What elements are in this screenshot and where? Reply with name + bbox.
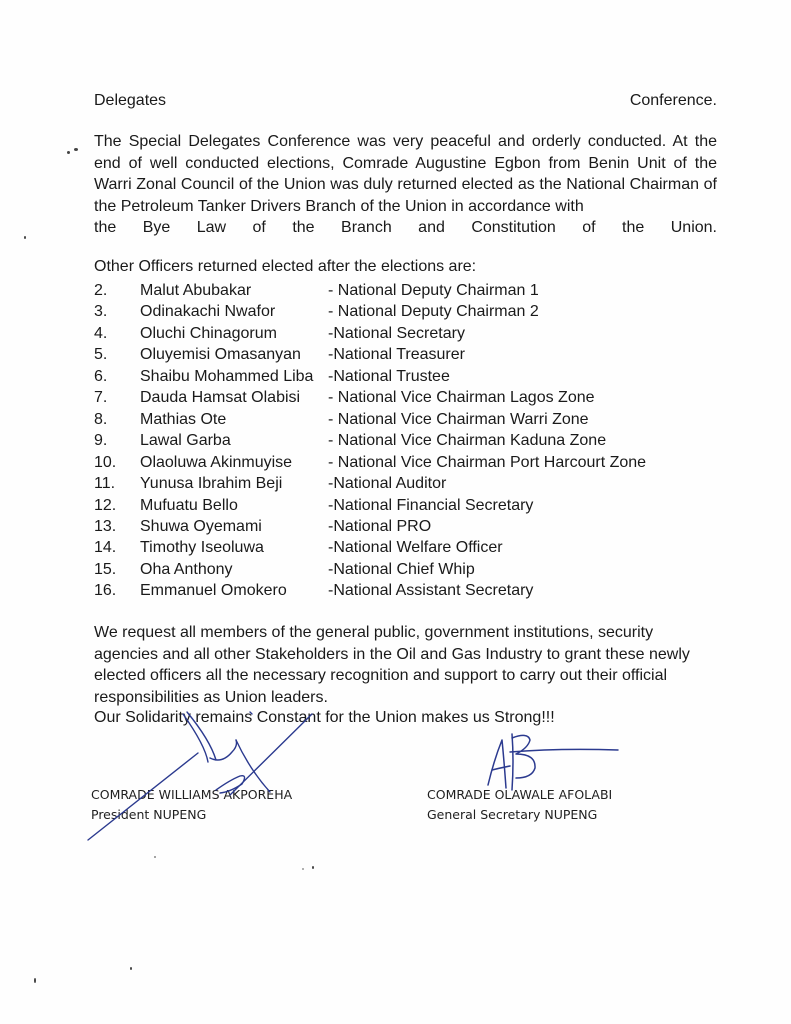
officer-name: Oluchi Chinagorum xyxy=(140,324,277,342)
officer-role: -National Auditor xyxy=(328,475,447,493)
officer-role: -National Financial Secretary xyxy=(328,496,534,514)
officer-row xyxy=(94,516,646,537)
officer-role: -National Chief Whip xyxy=(328,560,475,578)
officer-name: Mathias Ote xyxy=(140,410,227,428)
officer-name: Odinakachi Nwafor xyxy=(140,303,276,321)
intro-paragraph-body: The Special Delegates Conference was very peaceful and orderly conducted. At the end of well conducted elections, Comrade Augustine Egbon from Benin Unit of the Warri Zonal Council of the Union was duly returned elected as the National Chairman of the Petroleum Tanker Drivers Branch of the Union in accordance with xyxy=(94,133,717,215)
intro-paragraph-last-line: the Bye Law of the Branch and Constitution of the Union. xyxy=(94,219,717,236)
intro-paragraph xyxy=(94,131,717,239)
scan-speck xyxy=(74,148,78,151)
scan-speck xyxy=(34,978,36,983)
officer-number: 7. xyxy=(94,389,108,407)
officer-row xyxy=(94,430,646,451)
officer-number: 5. xyxy=(94,346,108,364)
officers-list-title: Other Officers returned elected after the elections are: xyxy=(94,258,477,275)
officer-row xyxy=(94,537,646,558)
officer-row xyxy=(94,473,646,494)
officer-number: 14. xyxy=(94,539,117,557)
signatory-title: President NUPENG xyxy=(91,807,207,822)
officer-row xyxy=(94,559,646,580)
solidarity-line: Our Solidarity remains Constant for the Union makes us Strong!!! xyxy=(94,709,555,726)
officer-row xyxy=(94,409,646,430)
officer-role: -National Treasurer xyxy=(328,346,465,364)
signatory-president xyxy=(91,785,292,825)
officer-name: Dauda Hamsat Olabisi xyxy=(140,389,301,407)
officer-name: Lawal Garba xyxy=(140,432,231,450)
officer-name: Mufuatu Bello xyxy=(140,496,238,514)
officer-name: Shuwa Oyemami xyxy=(140,517,262,535)
signatory-name: COMRADE WILLIAMS AKPOREHA xyxy=(91,787,293,802)
officer-number: 15. xyxy=(94,560,117,578)
officer-row xyxy=(94,366,646,387)
officer-row xyxy=(94,301,646,322)
officer-row xyxy=(94,387,646,408)
heading-right-word: Conference. xyxy=(629,92,717,109)
officer-number: 9. xyxy=(94,432,108,450)
scan-speck xyxy=(67,151,70,154)
officer-role: - National Vice Chairman Lagos Zone xyxy=(328,389,595,407)
officer-name: Timothy Iseoluwa xyxy=(140,539,264,557)
officer-name: Emmanuel Omokero xyxy=(140,582,287,600)
officer-role: -National Trustee xyxy=(328,367,450,385)
officer-row xyxy=(94,495,646,516)
officer-name: Oha Anthony xyxy=(140,560,233,578)
signatory-title: General Secretary NUPENG xyxy=(427,807,598,822)
officer-number: 11. xyxy=(94,475,116,493)
scan-speck xyxy=(130,967,132,970)
officer-role: -National Assistant Secretary xyxy=(328,582,534,600)
officer-role: -National PRO xyxy=(328,517,432,535)
officer-role: - National Deputy Chairman 1 xyxy=(328,282,539,299)
officer-role: - National Vice Chairman Port Harcourt Zone xyxy=(328,453,647,471)
scan-speck xyxy=(154,856,156,858)
officer-role: - National Deputy Chairman 2 xyxy=(328,303,539,321)
officer-row xyxy=(94,280,646,301)
officer-name: Shaibu Mohammed Liba xyxy=(140,367,314,385)
officer-number: 13. xyxy=(94,517,117,535)
officer-row xyxy=(94,452,646,473)
officer-name: Olaoluwa Akinmuyise xyxy=(140,453,293,471)
officers-list xyxy=(94,280,646,602)
officer-row xyxy=(94,344,646,365)
request-paragraph: We request all members of the general public, government institutions, security agencies and all other Stakeholders in the Oil and Gas Industry to grant these newly elected officers all the necessary recognition and support to carry out their official responsibilities as Union leaders. xyxy=(94,624,690,706)
officer-role: -National Welfare Officer xyxy=(328,539,503,557)
heading-left-word: Delegates xyxy=(94,92,167,109)
officer-number: 8. xyxy=(94,410,108,428)
signatory-general-secretary xyxy=(427,785,612,825)
scan-speck xyxy=(302,868,304,870)
signatory-name: COMRADE OLAWALE AFOLABI xyxy=(427,787,613,802)
officer-number: 10. xyxy=(94,453,117,471)
officer-name: Yunusa Ibrahim Beji xyxy=(140,475,283,493)
scan-speck xyxy=(312,866,314,869)
officer-number: 2. xyxy=(94,282,108,299)
officer-number: 4. xyxy=(94,324,108,342)
officer-number: 3. xyxy=(94,303,108,321)
heading-row xyxy=(94,92,717,110)
officer-number: 12. xyxy=(94,496,117,514)
officer-number: 6. xyxy=(94,367,108,385)
officer-name: Oluyemisi Omasanyan xyxy=(140,346,301,364)
officer-row xyxy=(94,580,646,601)
officer-role: - National Vice Chairman Kaduna Zone xyxy=(328,432,607,450)
scan-speck xyxy=(24,236,26,239)
officer-row xyxy=(94,323,646,344)
officer-number: 16. xyxy=(94,582,117,600)
officer-role: -National Secretary xyxy=(328,324,465,342)
officer-name: Malut Abubakar xyxy=(140,282,252,299)
officer-role: - National Vice Chairman Warri Zone xyxy=(328,410,589,428)
